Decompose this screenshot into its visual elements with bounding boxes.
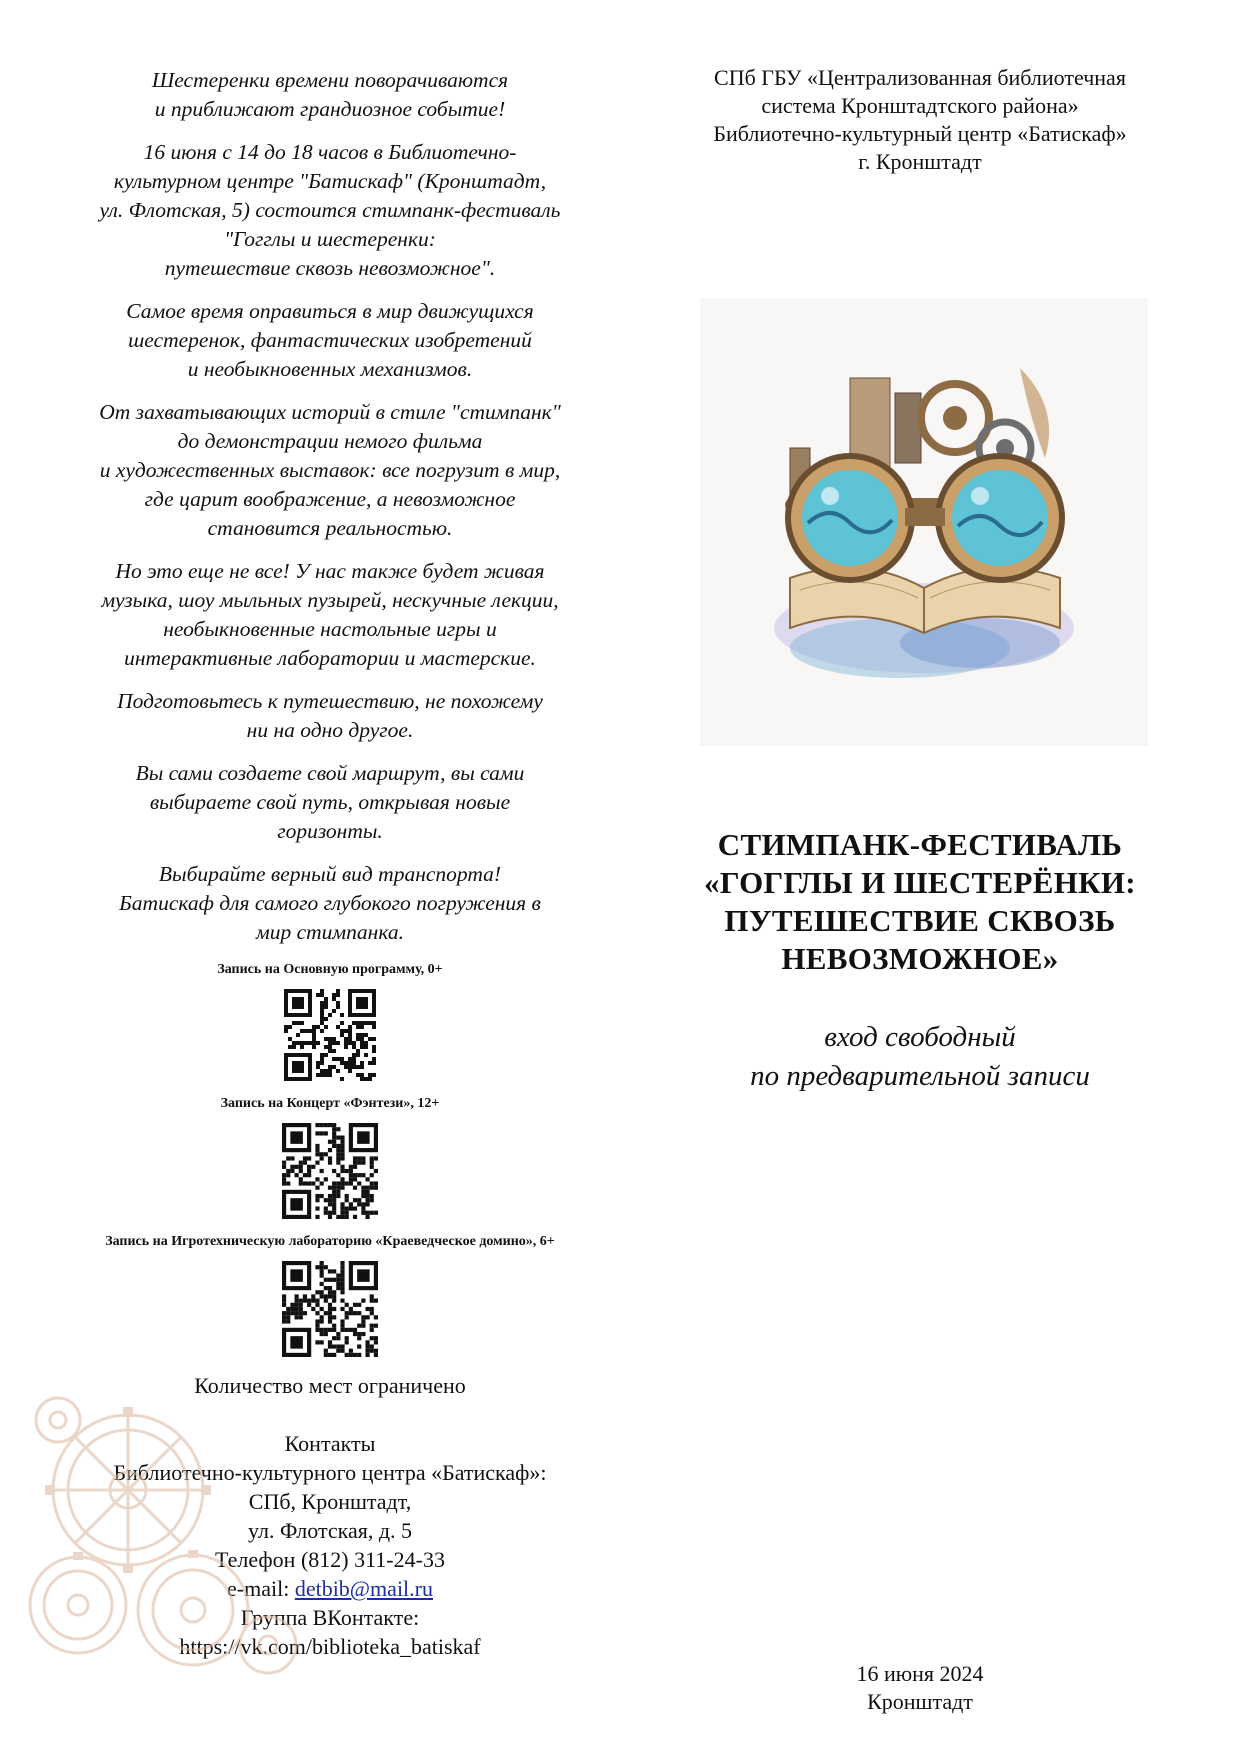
org-line: система Кронштадтского района»: [761, 93, 1079, 118]
intro-text: [50, 66, 610, 947]
text-line: и необыкновенных механизмов.: [187, 357, 473, 381]
text-line: 16 июня с 14 до 18 часов в Библиотечно-: [143, 140, 517, 164]
steampunk-goggles-book-illustration: [700, 298, 1148, 746]
contacts-phone: Телефон (812) 311-24-33: [215, 1547, 445, 1572]
footer-date: 16 июня 2024: [856, 1661, 984, 1686]
left-column: [50, 66, 610, 1661]
date-footer: [660, 1660, 1180, 1716]
org-line: г. Кронштадт: [858, 149, 982, 174]
registration-label: Запись на Основную программу, 0+: [217, 962, 443, 977]
text-line: необыкновенные настольные игры и: [163, 617, 497, 641]
text-line: путешествие сквозь невозможное".: [164, 256, 496, 280]
text-line: Вы сами создаете свой маршрут, вы сами: [135, 761, 525, 785]
intro-paragraph-4: [50, 398, 610, 543]
title-line: НЕВОЗМОЖНОЕ»: [781, 941, 1059, 976]
contacts-org: Библиотечно-культурного центра «Батискаф»:: [113, 1460, 547, 1485]
text-line: становится реальностью.: [207, 516, 453, 540]
text-line: Самое время оправиться в мир движущихся: [126, 299, 534, 323]
text-line: где царит воображение, а невозможное: [144, 487, 516, 511]
entry-line: вход свободный: [824, 1021, 1016, 1053]
entry-info: [660, 1018, 1180, 1096]
registration-label: Запись на Концерт «Фэнтези», 12+: [220, 1096, 440, 1111]
intro-paragraph-6: [50, 687, 610, 745]
contacts-city: СПб, Кронштадт,: [248, 1489, 412, 1514]
text-line: и приближают грандиозное событие!: [154, 97, 506, 121]
org-line: СПб ГБУ «Централизованная библиотечная: [714, 65, 1126, 90]
registration-lab: [50, 1233, 610, 1357]
registration-concert: [50, 1095, 610, 1219]
intro-paragraph-5: [50, 557, 610, 673]
qr-code-concert[interactable]: [282, 1123, 378, 1219]
text-line: культурном центре "Батискаф" (Кронштадт,: [113, 169, 547, 193]
intro-paragraph-7: [50, 759, 610, 846]
text-line: музыка, шоу мыльных пузырей, нескучные лекции,: [101, 588, 559, 612]
text-line: "Гогглы и шестеренки:: [224, 227, 436, 251]
text-line: От захватывающих историй в стиле "стимпанк": [99, 400, 561, 424]
intro-paragraph-1: [50, 66, 610, 124]
festival-title: [660, 826, 1180, 978]
text-line: Выбирайте верный вид транспорта!: [158, 862, 502, 886]
contacts-vk-url: https://vk.com/biblioteka_batiskaf: [179, 1634, 481, 1659]
intro-paragraph-2: [50, 138, 610, 283]
text-line: мир стимпанка.: [256, 920, 404, 944]
text-line: ни на одно другое.: [246, 718, 414, 742]
title-line: СТИМПАНК-ФЕСТИВАЛЬ: [717, 827, 1123, 862]
registration-main: [50, 961, 610, 1081]
contacts-heading: Контакты: [284, 1431, 376, 1456]
text-line: Но это еще не все! У нас также будет живая: [115, 559, 545, 583]
organization-header: [660, 64, 1180, 176]
email-link[interactable]: detbib@mail.ru: [294, 1576, 433, 1601]
intro-paragraph-3: [50, 297, 610, 384]
contacts-vk-label: Группа ВКонтакте:: [240, 1605, 420, 1630]
text-line: выбираете свой путь, открывая новые: [149, 790, 511, 814]
contacts: [50, 1429, 610, 1661]
text-line: шестеренок, фантастических изобретений: [128, 328, 532, 352]
text-line: ул. Флотская, 5) состоится стимпанк-фестиваль: [99, 198, 561, 222]
text-line: до демонстрации немого фильма: [177, 429, 483, 453]
text-line: и художественных выставок: все погрузит в мир,: [99, 458, 561, 482]
places-limited: Количество мест ограничено: [194, 1373, 466, 1398]
text-line: интерактивные лаборатории и мастерские.: [124, 646, 536, 670]
contacts-street: ул. Флотская, д. 5: [247, 1518, 413, 1543]
email-label: e-mail:: [227, 1576, 295, 1601]
contacts-email-line: [50, 1574, 610, 1603]
text-line: Батискаф для самого глубокого погружения в: [119, 891, 541, 915]
org-line: Библиотечно-культурный центр «Батискаф»: [713, 121, 1127, 146]
text-line: Подготовьтесь к путешествию, не похожему: [117, 689, 543, 713]
qr-code-main-program[interactable]: [284, 989, 376, 1081]
footer-city: Кронштадт: [867, 1689, 973, 1714]
text-line: Шестеренки времени поворачиваются: [151, 68, 509, 92]
title-line: ПУТЕШЕСТВИЕ СКВОЗЬ: [724, 903, 1116, 938]
qr-code-lab[interactable]: [282, 1261, 378, 1357]
text-line: горизонты.: [277, 819, 383, 843]
entry-line: по предварительной записи: [750, 1060, 1090, 1092]
title-line: «ГОГГЛЫ И ШЕСТЕРЁНКИ:: [704, 865, 1136, 900]
registration-label: Запись на Игротехническую лабораторию «Краеведческое домино», 6+: [105, 1234, 555, 1249]
intro-paragraph-8: [50, 860, 610, 947]
